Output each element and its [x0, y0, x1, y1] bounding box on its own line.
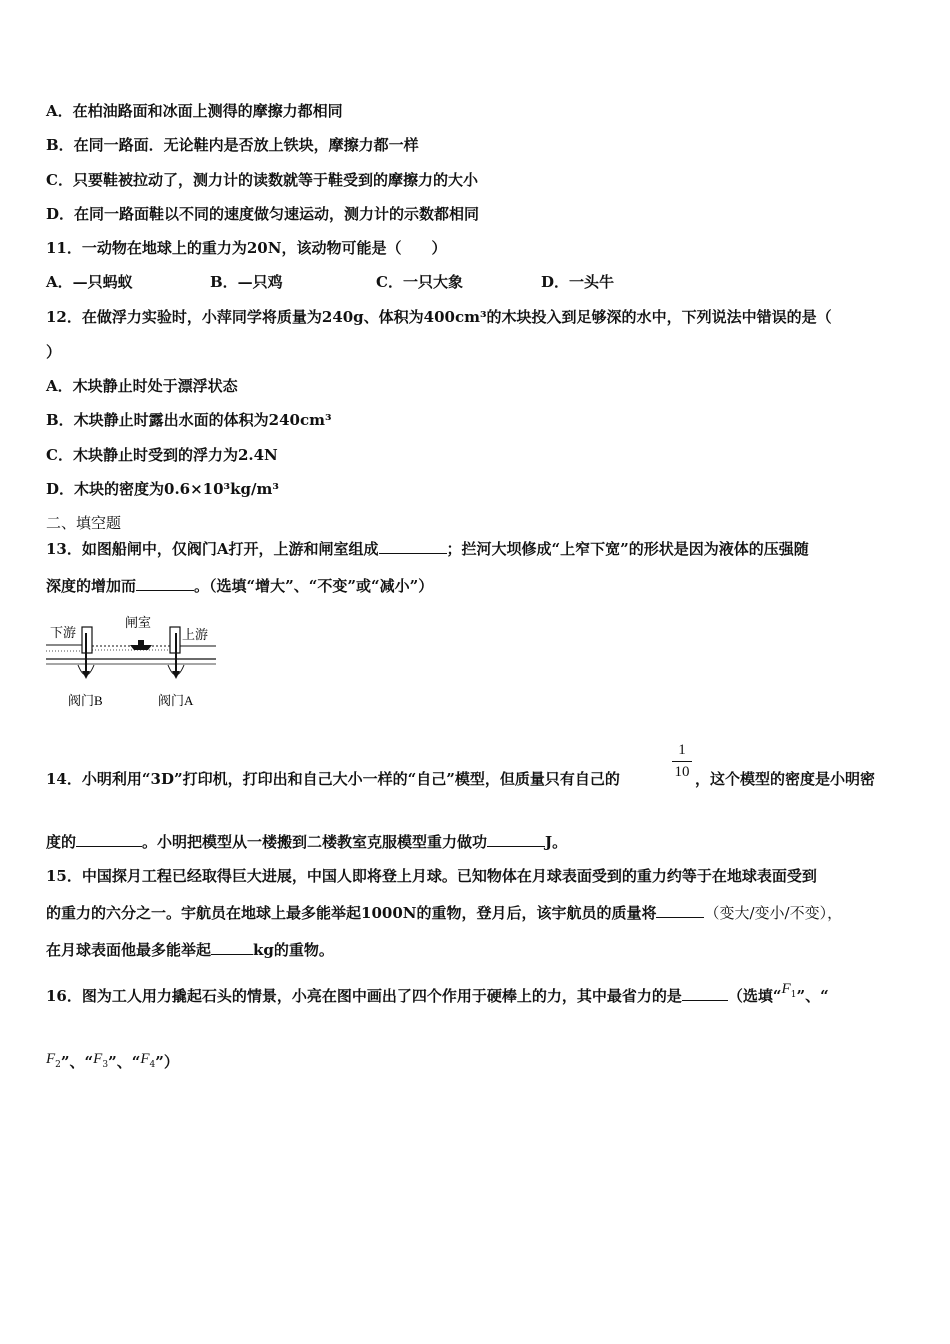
downstream-label: 下游 — [50, 625, 77, 640]
q11-option-d: D．一头牛 — [541, 273, 615, 291]
q13-line1 — [46, 539, 809, 559]
chamber-label: 闸室 — [125, 615, 152, 630]
q16-line1 — [46, 981, 829, 1013]
q10-option-a: A．在柏油路面和冰面上测得的摩擦力都相同 — [46, 102, 343, 120]
q11-option-c: C．一只大象 — [376, 273, 463, 291]
q14-line2 — [46, 832, 567, 852]
q11-option-b: B．—只鸡 — [210, 273, 283, 291]
q15-blank-2[interactable] — [211, 940, 253, 955]
q11-stem: 11．一动物在地球上的重力为20N，该动物可能是（ ） — [46, 239, 447, 257]
q13-text-2: ；拦河大坝修成“上窄下宽”的形状是因为液体的压强随 — [446, 540, 809, 558]
fraction-denominator: 10 — [674, 764, 690, 780]
q15-line1: 15．中国探月工程已经取得巨大进展，中国人即将登上月球。已知物体在月球表面受到的重力约等于在地球表面受到 — [46, 867, 817, 885]
q13-text-1: 13．如图船闸中，仅阀门A打开，上游和闸室组成 — [46, 540, 379, 558]
section-heading: 二、填空题 — [46, 514, 122, 532]
q15-text-3a: 在月球表面他最多能举起 — [46, 941, 212, 959]
q16-blank[interactable] — [682, 986, 728, 1001]
q13-blank-2[interactable] — [136, 576, 194, 591]
q16-f3: $F_3$ — [93, 1051, 109, 1070]
q13-text-3: 深度的增加而 — [46, 577, 137, 595]
q14-text-4: 。小明把模型从一楼搬到二楼教室克服模型重力做功 — [142, 833, 488, 851]
ship-lock-figure — [46, 613, 221, 711]
q13-blank-1[interactable] — [379, 539, 447, 554]
q16-line2 — [46, 1052, 179, 1079]
q12-stem-line2: ） — [46, 343, 62, 361]
q16-sep-1: ”、“ — [796, 987, 829, 1005]
q15-text-3b: kg的重物。 — [253, 941, 334, 959]
q12-option-a: A．木块静止时处于漂浮状态 — [46, 377, 238, 395]
q14-text-5: J。 — [545, 833, 568, 851]
q10-option-c: C．只要鞋被拉动了，测力计的读数就等于鞋受到的摩擦力的大小 — [46, 171, 478, 189]
q16-f1: $F_1$ — [781, 981, 797, 1000]
q11-option-a: A．—只蚂蚁 — [46, 273, 133, 291]
q11-options — [46, 272, 906, 292]
q16-sep-end: ”） — [155, 1053, 179, 1071]
valve-a-label: 阀门A — [158, 693, 194, 708]
q10-option-b: B．在同一路面．无论鞋内是否放上铁块，摩擦力都一样 — [46, 136, 419, 154]
q16-f2: $F_2$ — [46, 1051, 61, 1070]
q15-line3 — [46, 940, 334, 960]
q14-fraction — [672, 742, 692, 781]
q15-blank-1[interactable] — [656, 903, 704, 918]
q14-line1-right: ，这个模型的密度是小明密 — [695, 770, 876, 788]
q15-text-2a: 的重力的六分之一。宇航员在地球上最多能举起1000N的重物，登月后，该宇航员的质量将 — [46, 904, 657, 922]
q12-option-c: C．木块静止时受到的浮力为2.4N — [46, 446, 278, 464]
q13-line2 — [46, 576, 433, 596]
valve-b-label: 阀门B — [68, 693, 103, 708]
q14-blank-2[interactable] — [487, 832, 545, 847]
q12-option-d: D．木块的密度为0.6×10³kg/m³ — [46, 480, 279, 498]
q14-line1-left: 14．小明利用“3D”打印机，打印出和自己大小一样的“自己”模型，但质量只有自己的 — [46, 770, 620, 788]
q12-stem-line1: 12．在做浮力实验时，小萍同学将质量为240g、体积为400cm³的木块投入到足够深的水中，下列说法中错误的是（ — [46, 308, 832, 326]
q14-text-3: 度的 — [46, 833, 77, 851]
upstream-label: 上游 — [182, 627, 209, 642]
q16-text-2: （选填“ — [727, 987, 782, 1005]
fraction-bar — [672, 761, 692, 762]
q16-text-1: 16．图为工人用力撬起石头的情景，小亮在图中画出了四个作用于硬棒上的力，其中最省力的是 — [46, 987, 682, 1005]
q13-text-4: 。（选填“增大”、“不变”或“减小”） — [194, 577, 434, 595]
q16-sep-2: ”、“ — [60, 1053, 94, 1071]
q14-blank-1[interactable] — [76, 832, 142, 847]
fraction-numerator: 1 — [678, 742, 686, 758]
q15-line2 — [46, 903, 842, 923]
ship-cabin — [138, 640, 144, 645]
q16-sep-3: ”、“ — [108, 1053, 141, 1071]
q10-option-d: D．在同一路面鞋以不同的速度做匀速运动，测力计的示数都相同 — [46, 205, 480, 223]
q16-f4: $F_4$ — [140, 1051, 156, 1070]
q15-text-2b: （变大/变小/不变）， — [704, 904, 843, 922]
q12-option-b: B．木块静止时露出水面的体积为240cm³ — [46, 411, 332, 429]
